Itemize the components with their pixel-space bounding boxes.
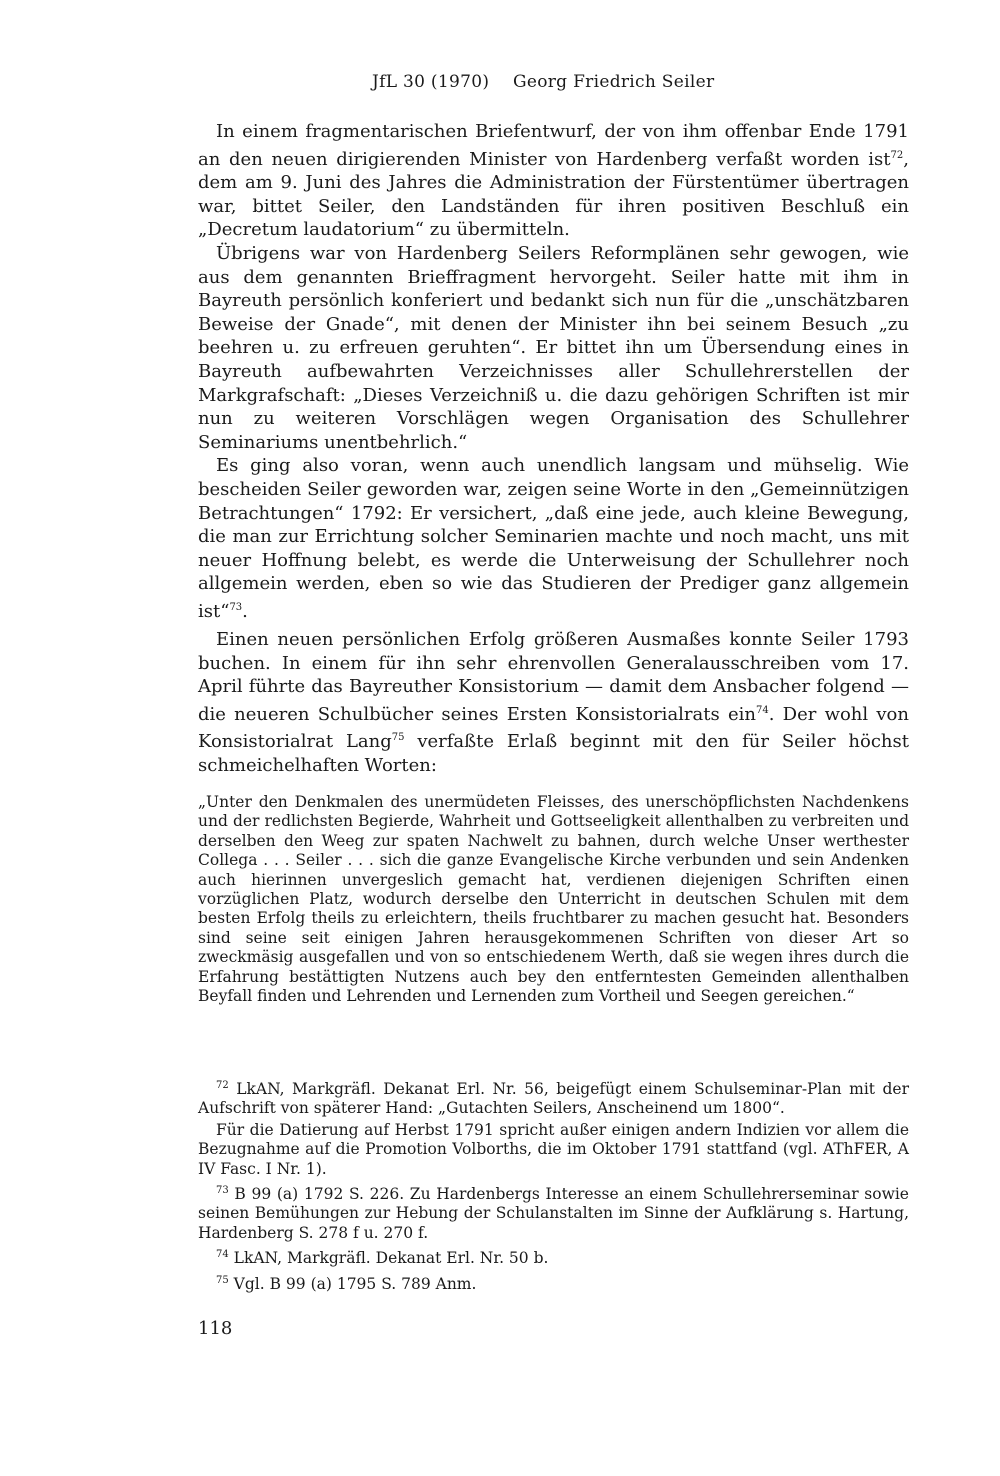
- footnote-number: 75: [216, 1274, 229, 1286]
- quote-text: „Unter den Denkmalen des unermüdeten Fleisses, des unerschöpflichsten Nachdenkens und der redlichsten Begierde, Wahrheit und Gottseeligkeit allenthalben zu verbreiten und derselben den Weeg zur spaten Nachwelt zu bahnen, durch welche Unser werthester Collega . . . Seiler . . . sich die ganze Evangelische Kirche verbunden und sein Andenken auch hierinnen unvergeslich gemacht hat, verdienen diejenigen Schriften einen vorzüglichen Platz, wodurch derselbe den Unterricht in deutschen Schulen mit dem besten Erfolg theils zu erleichtern, theils fruchtbarer zu machen gesucht hat. Besonders sind seine seit einigen Jahren herausgekommenen Schriften von dieser Art so zweckmäsig ausgefallen und von so entschiedenem Werth, daß sie wegen ihres durch die Erfahrung bestättigten Nutzens auch bey den entferntesten Gemeinden allenthalben Beyfall finden und Lehrenden und Lernenden zum Vortheil und Seegen gereichen.“: [198, 793, 909, 1006]
- footnote-number: 73: [216, 1185, 229, 1197]
- footnote-text: Für die Datierung auf Herbst 1791 spricht außer einigen andern Indizien vor allem die Bezugnahme auf die Promotion Volborths, die im Oktober 1791 stattfand (vgl. AThFER, A IV Fasc. I Nr. 1).: [198, 1120, 909, 1178]
- footnote-text: LkAN, Markgräfl. Dekanat Erl. Nr. 56, beigefügt einem Schulseminar-Plan mit der Aufschrift von späterer Hand: „Gutachten Seilers, Anscheinend um 1800“.: [198, 1080, 909, 1118]
- footnote-reference: 74: [755, 704, 769, 716]
- body-text-block-2: [198, 628, 909, 778]
- body-text-block-1: [198, 120, 909, 623]
- paragraph-text: In einem fragmentarischen Briefentwurf, der von ihm offenbar Ende 1791 an den neuen dirigierenden Minister von Hardenberg verfaßt worden ist: [198, 121, 909, 170]
- footnote-text: LkAN, Markgräfl. Dekanat Erl. Nr. 50 b.: [233, 1249, 549, 1268]
- footnote: [198, 1181, 909, 1243]
- journal-reference: JfL 30 (1970): [372, 72, 490, 92]
- running-header: [372, 72, 714, 92]
- paragraph-text: . Der wohl von Konsistorialrat Lang: [198, 703, 909, 753]
- paragraph-text: Einen neuen persönlichen Erfolg größeren Ausmaßes konnte Seiler 1793 buchen. In einem für ihn sehr ehrenvollen Generalausschreiben vom 17. April führte das Bayreuther Konsistorium — damit dem Ansbacher folgend — die neueren Schulbücher seines Ersten Konsistorialrats ein: [198, 629, 909, 725]
- footnote-text: B 99 (a) 1792 S. 226. Zu Hardenbergs Interesse an einem Schullehrerseminar sowie seinen Bemühungen zur Hebung der Schulanstalten im Sinne der Aufklärung s. Hartung, Hardenberg S. 278 f u. 270 f.: [198, 1185, 909, 1242]
- page-number: 118: [198, 1318, 233, 1339]
- footnote: [198, 1076, 909, 1119]
- footnotes: [198, 1076, 909, 1296]
- block-quote: [198, 793, 909, 1006]
- footnote-reference: 72: [890, 149, 904, 161]
- paragraph-text: Es ging also voran, wenn auch unendlich langsam und mühselig. Wie bescheiden Seiler geworden war, zeigen seine Worte in den „Gemeinnützigen Betrachtungen“ 1792: Er versichert, „daß eine jede, auch kleine Bewegung, die man zur Errichtung solcher Seminarien machte und noch macht, uns mit neuer Hoffnung belebt, es werde die Unterweisung der Schullehrer noch allgemein werden, eben so wie das Studieren der Prediger ganz allgemein ist“: [198, 455, 909, 622]
- footnote: [198, 1271, 909, 1294]
- footnote: [198, 1245, 909, 1268]
- paragraph-text: .: [242, 600, 248, 622]
- footnote: [198, 1121, 909, 1179]
- footnote-number: 74: [216, 1249, 229, 1261]
- footnote-text: Vgl. B 99 (a) 1795 S. 789 Anm.: [233, 1274, 477, 1293]
- paragraph-text: Übrigens war von Hardenberg Seilers Reformplänen sehr gewogen, wie aus dem genannten Brieffragment hervorgeht. Seiler hatte mit ihm in Bayreuth persönlich konferiert und bedankt sich nun für die „unschätzbaren Beweise der Gnade“, mit denen der Minister ihn bei seinem Besuch „zu beehren u. zu erfreuen geruhten“. Er bittet ihn um Übersendung eines in Bayreuth aufbewahrten Verzeichnisses aller Schullehrerstellen der Markgrafschaft: „Dieses Verzeichniß u. die dazu gehörigen Schriften ist mir nun zu weiteren Vorschlägen wegen Organisation des Schullehrer Seminariums unentbehrlich.“: [198, 242, 909, 453]
- footnote-reference: 73: [229, 601, 243, 613]
- paragraph: [198, 242, 909, 454]
- paragraph: [198, 628, 909, 778]
- paragraph: [198, 454, 909, 623]
- footnote-reference: 75: [391, 732, 405, 744]
- article-title: Georg Friedrich Seiler: [512, 72, 715, 92]
- footnote-number: 72: [216, 1080, 229, 1091]
- paragraph-text: , dem am 9. Juni des Jahres die Administration der Fürstentümer übertragen war, bittet Seiler, den Landständen für ihren positiven Beschluß ein „Decretum laudatorium“ zu übermitteln.: [198, 148, 909, 241]
- paragraph-text: verfaßte Erlaß beginnt mit den für Seiler höchst schmeichelhaften Worten:: [198, 731, 909, 776]
- paragraph: [198, 120, 909, 242]
